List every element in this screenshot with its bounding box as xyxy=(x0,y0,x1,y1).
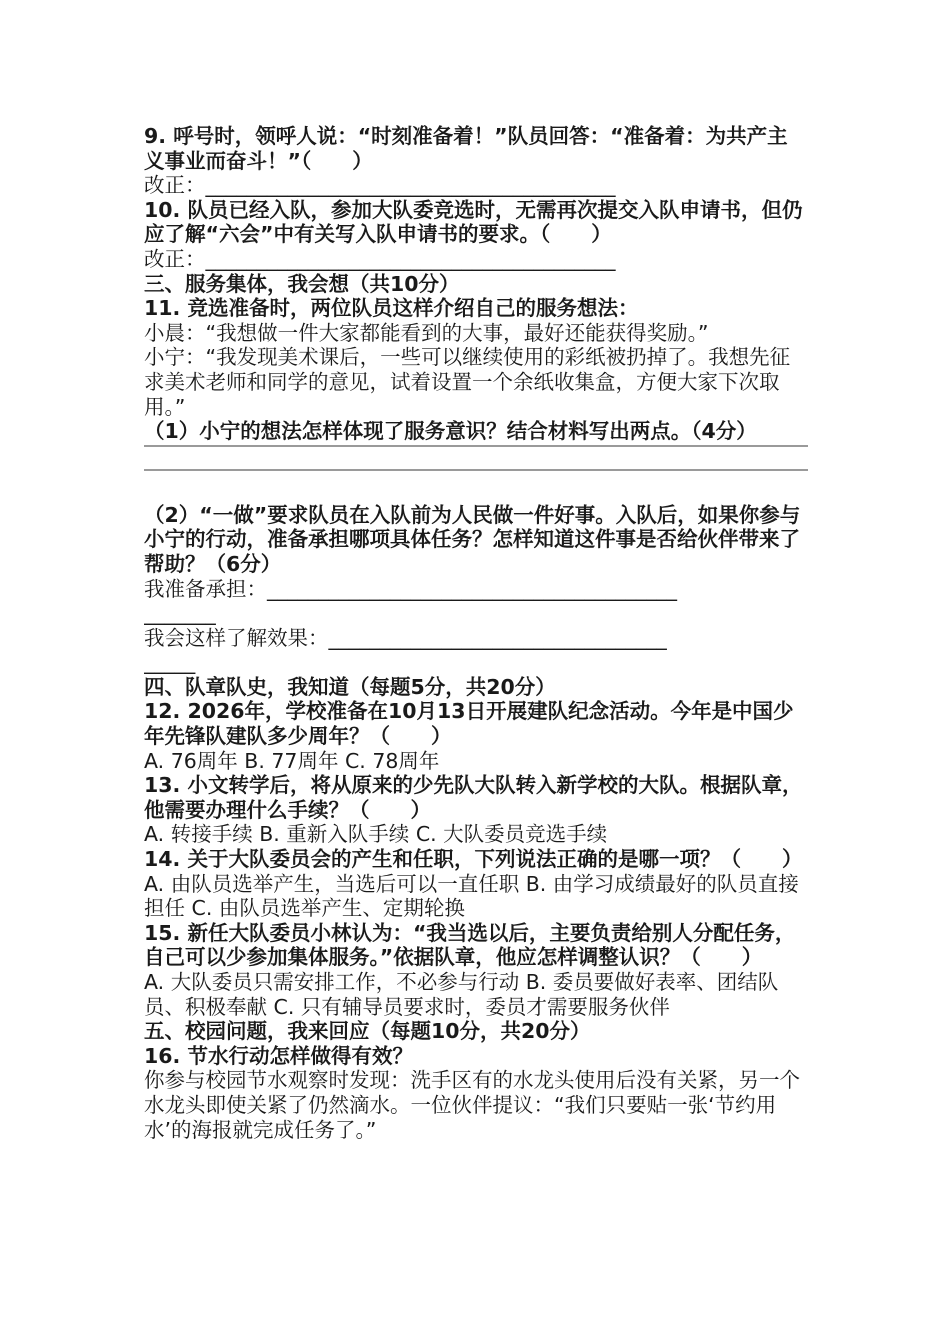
question-9: 9. 呼号时，领呼人说：“时刻准备着！”队员回答：“准备着：为共产主义事业而奋斗！”（ ） xyxy=(144,124,788,173)
question-14: 14. 关于大队委员会的产生和任职，下列说法正确的是哪一项？（ ） xyxy=(144,847,803,872)
question-15-options: A. 大队委员只需安排工作，不必参与行动 B. 委员要做好表率、团结队员、积极奉献 C. 只有辅导员要求时，委员才需要服务伙伴 xyxy=(144,970,779,1019)
question-13: 13. 小文转学后，将从原来的少先队大队转入新学校的大队。根据队章，他需要办理什么手续？（ ） xyxy=(144,773,803,822)
question-16-scenario: 你参与校园节水观察时发现：洗手区有的水龙头使用后没有关紧，另一个水龙头即使关紧了仍然滴水。一位伙伴提议：“我们只要贴一张‘节约用水’的海报就完成任务了。” xyxy=(144,1068,800,1142)
question-16: 16. 节水行动怎样做得有效？ xyxy=(144,1043,413,1068)
sub-question-1: （1）小宁的想法怎样体现了服务意识？结合材料写出两点。（4分） xyxy=(144,419,757,444)
question-12: 12. 2026年，学校准备在10月13日开展建队纪念活动。今年是中国少年先锋队建队多少周年？（ ） xyxy=(144,699,794,749)
section-5-heading: 五、校园问题，我来回应（每题10分，共20分） xyxy=(144,1019,591,1044)
effect-answer-line[interactable]: 我会这样了解效果：_________________________________ xyxy=(144,625,667,650)
section-4-heading: 四、队章队史，我知道（每题5分，共20分） xyxy=(144,674,556,699)
question-15: 15. 新任大队委员小林认为：“我当选以后，主要负责给别人分配任务，自己可以少参加集体服务。”依据队章，他应怎样调整认识？（ ） xyxy=(144,920,796,970)
sub-question-2: （2）“一做”要求队员在入队前为人民做一件好事。入队后，如果你参与小宁的行动，准备承担哪项具体任务？怎样知道这件事是否给伙伴带来了帮助？（6分） xyxy=(144,502,801,576)
correction-line-9[interactable]: 改正：________________________________________ xyxy=(144,173,616,198)
question-11: 11. 竞选准备时，两位队员这样介绍自己的服务想法： xyxy=(144,296,639,321)
effect-answer-line-tail[interactable]: _____ xyxy=(144,650,196,675)
page-content xyxy=(144,124,808,1142)
section-3-heading: 三、服务集体，我会想（共10分） xyxy=(144,271,460,296)
xiaochen-quote: 小晨：“我想做一件大家都能看到的大事，最好还能获得奖励。” xyxy=(144,320,709,345)
question-14-options: A. 由队员选举产生，当选后可以一直任职 B. 由学习成绩最好的队员直接担任 C. 由队员选举产生、定期轮换 xyxy=(144,871,799,921)
xiaoning-quote: 小宁：“我发现美术课后，一些可以继续使用的彩纸被扔掉了。我想先征求美术老师和同学的意见，试着设置一个余纸收集盒，方便大家下次取用。” xyxy=(144,345,791,419)
task-answer-line-tail[interactable]: _______ xyxy=(144,601,216,626)
question-13-options: A. 转接手续 B. 重新入队手续 C. 大队委员竞选手续 xyxy=(144,822,608,847)
question-12-options: A. 76周年 B. 77周年 C. 78周年 xyxy=(144,748,440,773)
task-answer-line[interactable]: 我准备承担：________________________________________ xyxy=(144,576,677,601)
correction-line-10[interactable]: 改正：________________________________________ xyxy=(144,246,616,271)
question-10: 10. 队员已经入队，参加大队委竞选时，无需再次提交入队申请书，但仍应了解“六会”中有关写入队申请书的要求。（ ） xyxy=(144,197,803,247)
